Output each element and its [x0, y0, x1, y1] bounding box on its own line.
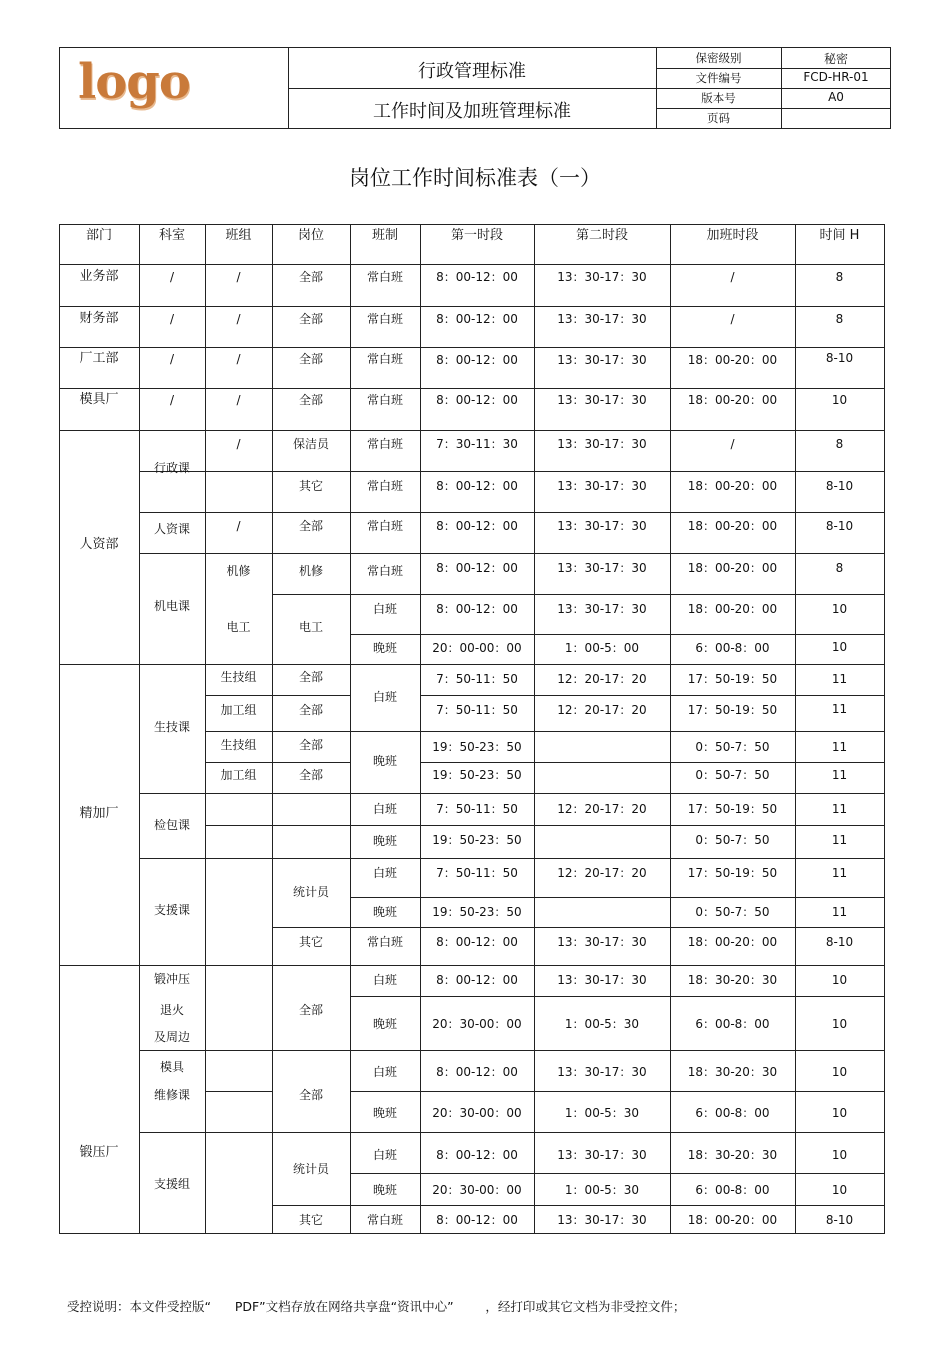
table-cell: 常白班	[366, 479, 403, 493]
table-rule	[139, 1050, 885, 1051]
table-cell: 18：30-20：30	[687, 1065, 778, 1079]
table-cell: 全部	[298, 312, 323, 326]
table-cell: /	[169, 393, 175, 407]
table-cell: 晚班	[372, 1106, 397, 1120]
table-cell: 8：00-12：00	[436, 270, 518, 284]
table-rule	[272, 594, 885, 595]
table-rule	[350, 224, 351, 1234]
table-cell: 全部	[298, 270, 323, 284]
table-rule	[534, 224, 535, 1234]
table-cell: 锻冲压	[153, 972, 190, 986]
table-cell: 8：00-12：00	[436, 1148, 518, 1162]
meta-label-confidentiality: 保密级别	[695, 51, 742, 65]
table-cell: 8	[835, 312, 844, 326]
table-cell: 12：20-17：20	[557, 866, 647, 880]
table-cell: 10	[831, 973, 848, 987]
table-cell: 8-10	[825, 519, 854, 533]
meta-value-confidentiality: 秘密	[823, 52, 848, 66]
table-cell: 18：00-20：00	[687, 935, 778, 949]
table-cell: 13：30-17：30	[557, 393, 647, 407]
table-cell: 18：00-20：00	[687, 519, 778, 533]
column-header: 班制	[371, 228, 398, 243]
table-rule	[205, 762, 351, 763]
table-cell: 电工	[226, 620, 251, 634]
table-cell: 18：00-20：00	[687, 353, 778, 367]
table-cell: 常白班	[366, 519, 403, 533]
table-rule	[205, 695, 351, 696]
table-rule	[139, 512, 885, 513]
column-header: 科室	[158, 228, 185, 243]
table-cell: 1：00-5：30	[564, 1017, 640, 1031]
table-cell: 模具	[159, 1060, 184, 1074]
table-cell: 全部	[298, 703, 323, 717]
table-cell: 11	[831, 866, 848, 880]
table-cell: 19：50-23：50	[432, 833, 522, 847]
table-cell: 8	[835, 561, 844, 575]
table-cell: 晚班	[372, 905, 397, 919]
table-cell: 20：00-00：00	[432, 641, 522, 655]
table-cell: 8：00-12：00	[436, 1065, 518, 1079]
table-cell: 0：50-7：50	[695, 905, 770, 919]
table-cell: 白班	[372, 690, 397, 704]
table-rule	[350, 996, 885, 997]
table-rule	[205, 224, 206, 1234]
table-rule	[139, 1132, 885, 1133]
table-cell: 白班	[372, 802, 397, 816]
table-cell: 8：00-12：00	[436, 561, 518, 575]
department-label: 财务部	[79, 311, 119, 326]
table-cell: 常白班	[366, 564, 403, 578]
table-cell: 19：50-23：50	[432, 905, 522, 919]
table-cell: 18：00-20：00	[687, 479, 778, 493]
table-cell: 13：30-17：30	[557, 935, 647, 949]
table-rule	[205, 825, 885, 826]
table-cell: 13：30-17：30	[557, 270, 647, 284]
table-rule	[59, 430, 885, 431]
table-cell: 10	[831, 393, 848, 407]
column-header: 第一时段	[450, 228, 503, 243]
meta-label-version: 版本号	[701, 91, 736, 105]
table-cell: 11	[831, 672, 848, 686]
table-cell: 行政课	[153, 461, 190, 475]
table-cell: 8-10	[825, 479, 854, 493]
column-header: 加班时段	[706, 228, 759, 243]
table-cell: 8	[835, 270, 844, 284]
table-rule	[139, 553, 885, 554]
table-rule	[670, 224, 671, 1234]
table-cell: 13：30-17：30	[557, 312, 647, 326]
table-cell: 全部	[298, 352, 323, 366]
table-cell: 白班	[372, 973, 397, 987]
meta-value-version: A0	[828, 90, 844, 104]
table-cell: 11	[831, 740, 848, 754]
table-cell: /	[236, 312, 241, 326]
table-cell: 其它	[298, 935, 323, 949]
document-title: 工作时间及加班管理标准	[373, 101, 571, 122]
table-cell: 17：50-19：50	[687, 802, 778, 816]
table-cell: 全部	[298, 768, 323, 782]
table-cell: 支援课	[153, 903, 190, 917]
table-cell: 其它	[298, 479, 323, 493]
table-cell: 检包课	[153, 818, 190, 832]
table-cell: 常白班	[366, 1213, 403, 1227]
department-label: 业务部	[79, 269, 119, 284]
table-rule	[59, 347, 885, 348]
table-cell: 13：30-17：30	[557, 561, 647, 575]
table-cell: 7：30-11：30	[436, 437, 518, 451]
table-cell: 白班	[372, 866, 397, 880]
table-cell: 18：00-20：00	[687, 393, 778, 407]
table-cell: 7：50-11：50	[436, 672, 518, 686]
table-title: 岗位工作时间标准表（一）	[349, 166, 601, 190]
table-cell: 20：30-00：00	[432, 1183, 522, 1197]
table-rule	[795, 224, 796, 1234]
table-cell: 晚班	[372, 1183, 397, 1197]
table-cell: 全部	[298, 1003, 323, 1017]
table-cell: 8-10	[825, 351, 854, 365]
table-cell: 机修	[298, 564, 323, 578]
table-cell: 白班	[372, 1065, 397, 1079]
table-cell: 10	[831, 1065, 848, 1079]
table-cell: 白班	[372, 602, 397, 616]
table-rule	[139, 858, 885, 859]
table-cell: 全部	[298, 519, 323, 533]
table-cell: 退火	[159, 1003, 184, 1017]
table-cell: 8-10	[825, 935, 854, 949]
table-rule	[59, 388, 885, 389]
table-rule	[205, 1091, 273, 1092]
table-cell: 维修课	[153, 1088, 190, 1102]
column-header: 部门	[85, 228, 112, 243]
table-cell: 13：30-17：30	[557, 519, 647, 533]
table-cell: 机电课	[153, 599, 190, 613]
table-cell: 8：00-12：00	[436, 353, 518, 367]
table-cell: 11	[831, 802, 848, 816]
table-cell: 晚班	[372, 641, 397, 655]
table-cell: 加工组	[220, 768, 257, 782]
table-cell: 0：50-7：50	[695, 740, 770, 754]
company-logo: logo	[78, 54, 190, 110]
table-cell: 18：00-20：00	[687, 1213, 778, 1227]
table-rule	[420, 762, 885, 763]
meta-label-page: 页码	[707, 111, 730, 125]
table-cell: 其它	[298, 1213, 323, 1227]
table-cell: 全部	[298, 393, 323, 407]
table-cell: 6：00-8：00	[695, 1017, 770, 1031]
table-cell: /	[730, 437, 735, 451]
table-cell: /	[730, 270, 735, 284]
table-cell: 10	[831, 1183, 848, 1197]
table-cell: /	[236, 352, 241, 366]
table-cell: 7：50-11：50	[436, 703, 518, 717]
table-cell: 8	[835, 437, 844, 451]
table-cell: 晚班	[372, 754, 397, 768]
table-cell: 6：00-8：00	[695, 641, 770, 655]
department-label: 厂工部	[79, 351, 119, 366]
table-cell: 20：30-00：00	[432, 1017, 522, 1031]
table-cell: /	[169, 312, 175, 326]
meta-value-doc-number: FCD-HR-01	[803, 70, 869, 84]
table-cell: 生技组	[220, 738, 257, 752]
table-cell: 6：00-8：00	[695, 1183, 770, 1197]
table-rule	[59, 306, 885, 307]
table-cell: 10	[831, 602, 848, 616]
table-rule	[272, 1205, 885, 1206]
table-cell: 8：00-12：00	[436, 479, 518, 493]
table-cell: 1：00-5：30	[564, 1183, 640, 1197]
table-cell: 11	[831, 768, 848, 782]
table-cell: 常白班	[366, 393, 403, 407]
table-rule	[350, 897, 885, 898]
table-cell: 11	[831, 905, 848, 919]
table-cell: 加工组	[220, 703, 257, 717]
department-label: 模具厂	[79, 392, 119, 407]
table-rule	[420, 224, 421, 1234]
table-cell: 13：30-17：30	[557, 437, 647, 451]
table-cell: 13：30-17：30	[557, 1148, 647, 1162]
table-rule	[59, 965, 885, 966]
table-cell: 统计员	[292, 1162, 329, 1176]
table-cell: 13：30-17：30	[557, 1065, 647, 1079]
table-cell: 12：20-17：20	[557, 672, 647, 686]
table-cell: 常白班	[366, 935, 403, 949]
table-cell: 11	[831, 833, 848, 847]
table-cell: 8-10	[825, 1213, 854, 1227]
table-cell: 13：30-17：30	[557, 353, 647, 367]
table-cell: 20：30-00：00	[432, 1106, 522, 1120]
table-rule	[350, 634, 885, 635]
table-rule	[139, 471, 885, 472]
table-rule	[59, 224, 60, 1234]
table-cell: 全部	[298, 738, 323, 752]
table-cell: 13：30-17：30	[557, 1213, 647, 1227]
column-header: 第二时段	[575, 228, 628, 243]
table-rule	[350, 1173, 885, 1174]
table-cell: 10	[831, 640, 848, 654]
table-cell: 13：30-17：30	[557, 602, 647, 616]
document-category: 行政管理标准	[418, 61, 526, 82]
table-cell: 18：30-20：30	[687, 1148, 778, 1162]
table-cell: /	[236, 270, 241, 284]
table-rule	[350, 1091, 885, 1092]
table-rule	[59, 664, 885, 665]
table-cell: 8：00-12：00	[436, 519, 518, 533]
table-cell: /	[169, 270, 175, 284]
table-rule	[272, 927, 885, 928]
table-cell: 全部	[298, 670, 323, 684]
table-cell: 13：30-17：30	[557, 973, 647, 987]
table-cell: 常白班	[366, 437, 403, 451]
table-cell: 电工	[298, 620, 323, 634]
table-cell: 11	[831, 702, 848, 716]
table-cell: 19：50-23：50	[432, 740, 522, 754]
table-cell: 人资课	[153, 522, 190, 536]
table-cell: 8：00-12：00	[436, 312, 518, 326]
department-label: 人资部	[79, 537, 119, 552]
table-cell: 18：00-20：00	[687, 561, 778, 575]
table-cell: 17：50-19：50	[687, 866, 778, 880]
table-cell: 8：00-12：00	[436, 602, 518, 616]
table-cell: /	[236, 519, 241, 533]
table-cell: 及周边	[153, 1030, 190, 1044]
table-cell: /	[236, 393, 241, 407]
table-cell: 17：50-19：50	[687, 672, 778, 686]
table-rule	[59, 264, 885, 265]
table-cell: 6：00-8：00	[695, 1106, 770, 1120]
table-cell: 12：20-17：20	[557, 802, 647, 816]
control-note: 受控说明：本文件受控版“ PDF”文档存放在网络共享盘“资讯中心” ，经打印或其它文档为非受控文件；	[67, 1299, 686, 1314]
table-cell: 18：30-20：30	[687, 973, 778, 987]
table-cell: /	[169, 352, 175, 366]
table-cell: 白班	[372, 1148, 397, 1162]
table-cell: 7：50-11：50	[436, 866, 518, 880]
table-cell: 8：00-12：00	[436, 393, 518, 407]
table-rule	[884, 224, 885, 1234]
table-rule	[139, 793, 885, 794]
table-cell: 8：00-12：00	[436, 935, 518, 949]
table-cell: 统计员	[292, 885, 329, 899]
table-rule	[59, 224, 885, 225]
table-cell: 13：30-17：30	[557, 479, 647, 493]
table-cell: 10	[831, 1106, 848, 1120]
column-header: 时间 H	[819, 228, 860, 243]
table-cell: 晚班	[372, 1017, 397, 1031]
table-cell: 8：00-12：00	[436, 973, 518, 987]
table-cell: /	[730, 312, 735, 326]
column-header: 岗位	[297, 228, 324, 243]
table-rule	[420, 695, 885, 696]
table-cell: 常白班	[366, 312, 403, 326]
department-label: 锻压厂	[79, 1145, 119, 1160]
table-cell: 1：00-5：00	[564, 641, 640, 655]
table-cell: /	[236, 437, 241, 451]
table-cell: 晚班	[372, 834, 397, 848]
table-rule	[205, 731, 885, 732]
table-cell: 机修	[226, 564, 251, 578]
table-cell: 生技课	[153, 720, 190, 734]
table-cell: 10	[831, 1148, 848, 1162]
table-cell: 1：00-5：30	[564, 1106, 640, 1120]
table-cell: 19：50-23：50	[432, 768, 522, 782]
table-cell: 常白班	[366, 270, 403, 284]
table-cell: 12：20-17：20	[557, 703, 647, 717]
table-cell: 7：50-11：50	[436, 802, 518, 816]
table-rule	[272, 224, 273, 1234]
table-cell: 8：00-12：00	[436, 1213, 518, 1227]
table-cell: 18：00-20：00	[687, 602, 778, 616]
table-cell: 0：50-7：50	[695, 833, 770, 847]
meta-label-doc-number: 文件编号	[695, 71, 742, 85]
department-label: 精加厂	[79, 806, 119, 821]
table-rule	[59, 1233, 885, 1234]
table-cell: 全部	[298, 1088, 323, 1102]
table-cell: 常白班	[366, 352, 403, 366]
column-header: 班组	[225, 228, 252, 243]
table-cell: 10	[831, 1017, 848, 1031]
table-cell: 保洁员	[292, 437, 329, 451]
table-cell: 17：50-19：50	[687, 703, 778, 717]
table-cell: 支援组	[153, 1177, 190, 1191]
table-cell: 0：50-7：50	[695, 768, 770, 782]
table-cell: 生技组	[220, 670, 257, 684]
